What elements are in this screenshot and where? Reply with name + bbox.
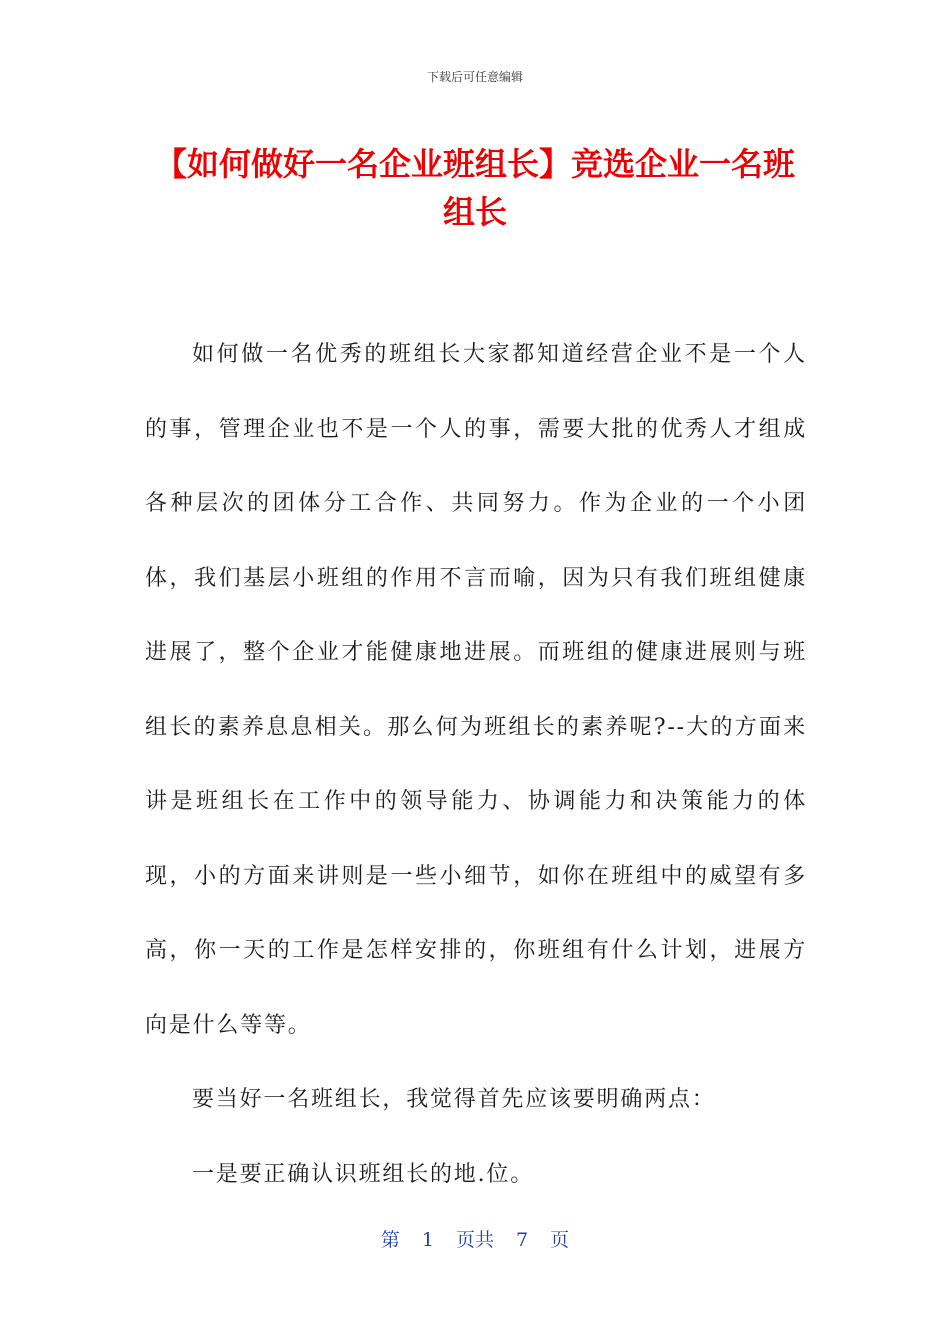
document-title: 【如何做好一名企业班组长】竞选企业一名班组长 (154, 145, 795, 231)
body-paragraph: 如何做一名优秀的班组长大家都知道经营企业不是一个人的事，管理企业也不是一个人的事，需要大批的优秀人才组成各种层次的团体分工合作、共同努力。作为企业的一个小团体，我们基层小班组的作用不言而喻，因为只有我们班组健康进展了，整个企业才能健康地进展。而班组的健康进展则与班组长的素养息息相关。那么何为班组长的素养呢?--大的方面来讲是班组长在工作中的领导能力、协调能力和决策能力的体现，小的方面来讲则是一些小细节，如你在班组中的威望有多高，你一天的工作是怎样安排的，你班组有什么计划，进展方向是什么等等。 (145, 342, 807, 1038)
footer-page-suffix: 页 (550, 1229, 570, 1251)
footer-current-page: 1 (421, 1229, 434, 1251)
page-header-note: 下载后可任意编辑 (426, 70, 523, 84)
body-paragraph: 一是要正确认识班组长的地.位。 (192, 1161, 534, 1187)
footer-page-prefix: 第 (380, 1229, 400, 1251)
document-body (145, 318, 807, 1212)
body-paragraph: 要当好一名班组长，我觉得首先应该要明确两点： (192, 1087, 716, 1112)
footer-page-middle: 页共 (455, 1229, 494, 1251)
page-number-footer (0, 1225, 950, 1252)
footer-total-pages: 7 (516, 1229, 529, 1251)
